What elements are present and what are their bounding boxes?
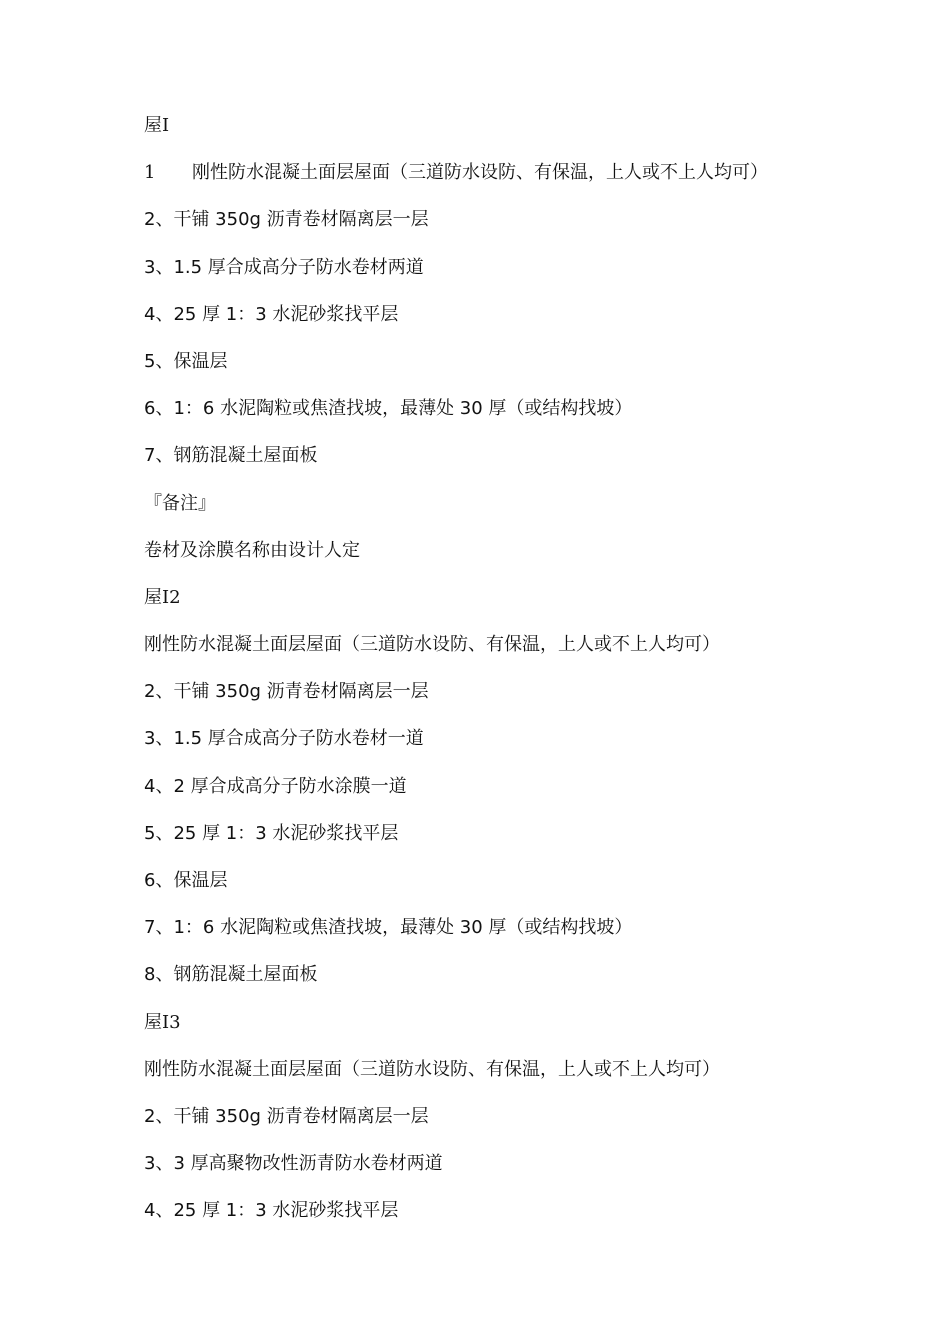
- item-number: 1: [144, 162, 156, 184]
- list-item: 3、3 厚高聚物改性沥青防水卷材两道: [144, 1153, 443, 1175]
- heading-roof-1: 屋Ⅰ: [144, 115, 170, 136]
- list-item: [144, 155, 904, 202]
- heading-roof-3: 屋Ⅰ3: [144, 1011, 181, 1033]
- note-heading: 『备注』: [144, 492, 216, 514]
- heading-roof-2: 屋Ⅰ2: [144, 586, 181, 608]
- list-item: 6、保温层: [144, 870, 228, 891]
- list-item: 2、干铺 350g 沥青卷材隔离层一层: [144, 209, 429, 231]
- list-item: 3、1.5 厚合成高分子防水卷材一道: [144, 728, 424, 750]
- list-item: 3、1.5 厚合成高分子防水卷材两道: [144, 256, 424, 278]
- list-item: 4、25 厚 1：3 水泥砂浆找平层: [144, 303, 399, 325]
- note-text: 卷材及涂膜名称由设计人定: [144, 539, 360, 561]
- list-item: 7、钢筋混凝土屋面板: [144, 445, 318, 467]
- item-text: 刚性防水混凝土面层屋面（三道防水设防、有保温，上人或不上人均可）: [192, 162, 768, 184]
- list-item: 4、25 厚 1：3 水泥砂浆找平层: [144, 1200, 399, 1222]
- list-item: 4、2 厚合成高分子防水涂膜一道: [144, 775, 407, 797]
- list-item: 2、干铺 350g 沥青卷材隔离层一层: [144, 681, 429, 703]
- document-body: [144, 108, 904, 1241]
- list-item: 刚性防水混凝土面层屋面（三道防水设防、有保温，上人或不上人均可）: [144, 1058, 720, 1080]
- list-item: 5、保温层: [144, 350, 228, 372]
- list-item: 刚性防水混凝土面层屋面（三道防水设防、有保温，上人或不上人均可）: [144, 634, 720, 656]
- list-item: 5、25 厚 1：3 水泥砂浆找平层: [144, 822, 399, 844]
- list-item: 8、钢筋混凝土屋面板: [144, 964, 318, 986]
- list-item: 6、1：6 水泥陶粒或焦渣找坡，最薄处 30 厚（或结构找坡）: [144, 398, 633, 420]
- list-item: 2、干铺 350g 沥青卷材隔离层一层: [144, 1105, 429, 1127]
- list-item: 7、1：6 水泥陶粒或焦渣找坡，最薄处 30 厚（或结构找坡）: [144, 917, 633, 939]
